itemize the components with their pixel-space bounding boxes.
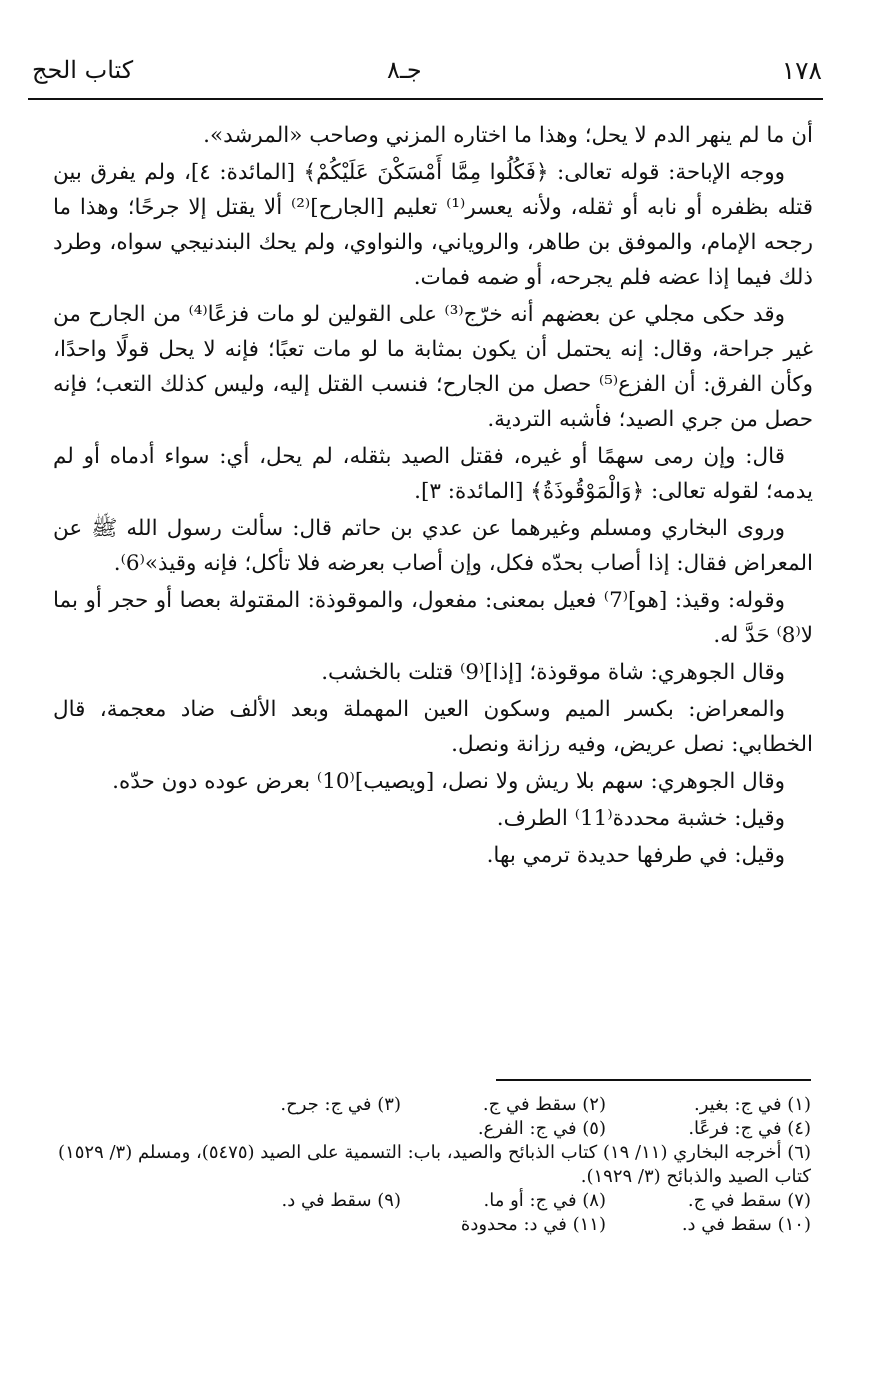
footnote: (١٠) سقط في د. — [681, 1214, 811, 1235]
page-number: ١٧٨ — [781, 56, 822, 85]
footnote: (٤) في ج: فرعًا. — [688, 1118, 811, 1139]
paragraph: وروى البخاري ومسلم وغيرهما عن عدي بن حاتم قال: سألت رسول الله ﷺ عن المعراض فقال: إذا أصاب بحدّه فكل، وإن أصاب بعرضه فلا تأكل؛ فإنه وقيذ»⁽6⁾. — [53, 516, 813, 576]
paragraph: ووجه الإباحة: قوله تعالى: ﴿فَكُلُوا مِمَّا أَمْسَكْنَ عَلَيْكُمْ﴾ [المائدة: ٤]، ولم يفرق بين قتله بظفره أو نابه أو ثقله، ولأنه يعسر⁽¹⁾ تعليم [الجارح]⁽²⁾ ألا يقتل إلا جرحًا؛ وهذا ما رجحه الإمام، والموفق بن طاهر، والروياني، والنواوي، ولم يحك البندنيجي سواه، وطرد ذلك فيما إذا عضه فلم يجرحه، أو ضمه فمات. — [53, 160, 813, 290]
paragraph: وقوله: وقيذ: [هو]⁽7⁾ فعيل بمعنى: مفعول، والموقوذة: المقتولة بعصا أو حجر أو بما لا⁽8⁾ حَدَّ له. — [53, 588, 813, 648]
paragraph: وقيل: خشبة محددة⁽11⁾ الطرف. — [496, 806, 785, 831]
footnote: (٩) سقط في د. — [281, 1190, 401, 1211]
footnote: (٣) في ج: جرح. — [280, 1094, 401, 1115]
header-divider — [28, 98, 823, 100]
paragraph: وقال الجوهري: شاة موقوذة؛ [إذا]⁽9⁾ قتلت بالخشب. — [321, 660, 785, 685]
footnote-row — [56, 1213, 811, 1237]
footnote: (٢) سقط في ج. — [482, 1094, 606, 1115]
paragraph: أن ما لم ينهر الدم لا يحل؛ وهذا ما اختاره المزني وصاحب «المرشد». — [203, 123, 813, 148]
footnote: (١١) في د: محدودة — [460, 1214, 606, 1235]
footnote: (٨) في ج: أو ما. — [483, 1190, 606, 1211]
volume-label: جـ٨ — [387, 56, 422, 84]
footnote-row — [56, 1117, 811, 1141]
footnote: (٦) أخرجه البخاري (١١/ ١٩) كتاب الذبائح والصيد، باب: التسمية على الصيد (٥٤٧٥)، ومسلم (٣/ ١٥٢٩) كتاب الصيد والذبائح (٣/ ١٩٢٩). — [58, 1142, 811, 1187]
paragraph: وقد حكى مجلي عن بعضهم أنه خرّج⁽³⁾ على القولين لو مات فزعًا⁽⁴⁾ من الجارح من غير جراحة، وقال: إنه يحتمل أن يكون بمثابة ما لو مات تعبًا؛ فإنه لا يحل قولًا واحدًا، وكأن الفرق: أن الفزع⁽⁵⁾ حصل من الجارح؛ فنسب القتل إليه، وليس كذلك التعب؛ فإنه حصل من جري الصيد؛ فأشبه التردية. — [53, 302, 813, 432]
footnote: (١) في ج: بغير. — [694, 1094, 811, 1115]
footnote-row — [56, 1093, 811, 1117]
paragraph: قال: وإن رمى سهمًا أو غيره، فقتل الصيد بثقله، لم يحل، أي: سواء أدماه أو لم يدمه؛ لقوله تعالى: ﴿وَالْمَوْقُوذَةُ﴾ [المائدة: ٣]. — [53, 444, 813, 504]
paragraph: والمعراض: بكسر الميم وسكون العين المهملة وبعد الألف ضاد معجمة، قال الخطابي: نصل عريض، وفيه رزانة ونصل. — [53, 697, 813, 757]
page-header — [32, 56, 822, 96]
footnote: (٥) في ج: الفرع. — [477, 1118, 606, 1139]
footnote-divider — [496, 1079, 811, 1081]
footnotes — [56, 1093, 811, 1237]
footnote-row — [56, 1189, 811, 1213]
footnote: (٧) سقط في ج. — [687, 1190, 811, 1211]
book-title: كتاب الحج — [32, 56, 134, 84]
paragraph: وقيل: في طرفها حديدة ترمي بها. — [486, 843, 785, 868]
main-text — [53, 118, 813, 875]
paragraph: وقال الجوهري: سهم بلا ريش ولا نصل، [ويصيب]⁽10⁾ بعرض عوده دون حدّه. — [112, 769, 785, 794]
